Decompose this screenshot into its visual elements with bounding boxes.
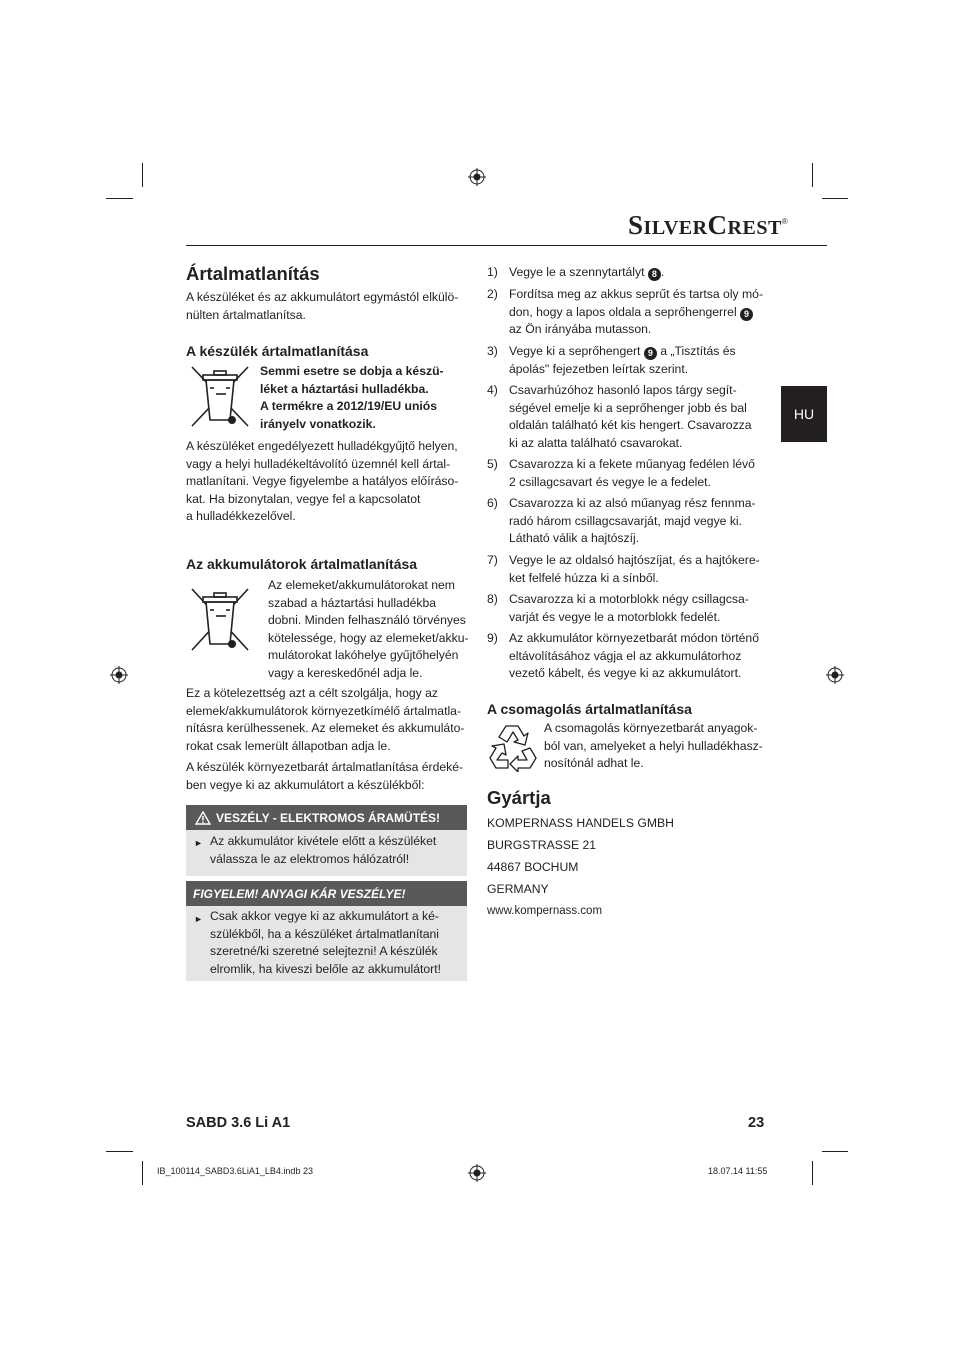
packaging-heading: A csomagolás ártalmatlanítása (487, 701, 692, 717)
device-disposal-text: A készüléket engedélyezett hulladékgyűjtő helyen, vagy a helyi hulladékeltávolító üzemnél kell ártal- matlanítani. Vegye figyelembe a hatályos előíráso- kat. Ha bizonytalan, vegye fel a kapcsolatot a hulladékkezelővel. (186, 439, 459, 523)
registration-mark-icon (468, 168, 486, 186)
crop-mark (822, 198, 848, 199)
section-title: Ártalmatlanítás (186, 263, 320, 284)
crop-mark (142, 1161, 143, 1185)
packaging-text: A csomagolás környezetbarát anyagok- ból van, amelyeket a helyi hulladékhasz- nosítónál adhat le. (544, 721, 763, 770)
device-disposal-heading: A készülék ártalmatlanítása (186, 343, 369, 359)
bullet-arrow-icon: ► (194, 914, 203, 924)
crop-mark (812, 1161, 813, 1185)
language-tab: HU (781, 386, 827, 442)
part-badge: 9 (740, 308, 753, 321)
step-list: 1) Vegye le a szennytartályt 8 . 2) Fordítsa meg az akkus seprűt és tartsa oly mó- don, hogy a lapos oldala a seprőhengerrel 9 az Ön irányába mutasson. 3) Vegye ki a seprőhengert 9 a „Tisztítás és ápolás" fejezetben leírtak szerint. 4) Csavarhúzóhoz hasonló lapos tárgy segít- ségével emelje ki a seprőhenger jobb és bal oldalán található két kis hengert. Csavarozza ki az alatta található csavarokat. 5) Csavarozza ki a fekete műanyag fedélen lévő 2 csillagcsavart és vegye le a fedelet. 6) Csavarozza ki az alsó műanyag rész fennma- radó három csillagcsavarját, majd vegye ki. Látható válik a hajtószíj. 7) Vegye le az oldalsó hajtószíjat, és a hajtókere- ket felfelé húzza ki a sínből. 8) Csavarozza ki a motorblokk négy csillagcsa- varját és vegye le a motorblokk fedelét. 9) Az akkumulátor környezetbarát módon történő eltávolításához vágja el az akkumulátorhoz vezető kábelt, és vegye ki az akkumulátort. (487, 265, 764, 680)
caution-warning-header: FIGYELEM! ANYAGI KÁR VESZÉLYE! (186, 881, 467, 906)
model-name: SABD 3.6 Li A1 (186, 1115, 291, 1131)
recycling-icon (487, 722, 539, 772)
device-warning-text: Semmi esetre se dobja a készü- léket a háztartási hulladékba. A termékre a 2012/19/EU uniós irányelv vonatkozik. (260, 364, 444, 431)
brand-logo: SILVERCREST® (628, 210, 789, 240)
part-badge: 8 (648, 268, 661, 281)
part-badge: 9 (644, 347, 657, 360)
warning-triangle-icon (195, 811, 211, 825)
intro-text: A készüléket és az akkumulátort egymástól elkülö- nülten ártalmatlanítsa. (186, 290, 459, 322)
crop-mark (822, 1151, 848, 1152)
header-rule (186, 245, 827, 246)
crossed-bin-icon (186, 364, 254, 429)
danger-warning-body: ► Az akkumulátor kivétele előtt a készüléket válassza le az elektromos hálózatról! (186, 830, 467, 876)
registration-mark-icon (468, 1164, 486, 1182)
manufacturer-address: KOMPERNASS HANDELS GMBH BURGSTRASSE 21 44867 BOCHUM GERMANY www.kompernass.com (487, 816, 674, 917)
battery-disposal-heading: Az akkumulátorok ártalmatlanítása (186, 556, 418, 572)
file-slug: IB_100114_SABD3.6LiA1_LB4.indb 23 (157, 1166, 313, 1176)
battery-disposal-text: Az elemeket/akkumulátorokat nem szabad a háztartási hulladékba dobni. Minden felhasználó törvényes kötelessége, hogy az elemeket/akku- mulátorokat lakóhelye gyűjtőhelyén vagy a kereskedőnél adja le. (268, 578, 469, 680)
crop-mark (142, 163, 143, 187)
date-slug: 18.07.14 11:55 (708, 1166, 768, 1176)
crossed-bin-icon (186, 586, 254, 654)
crop-mark (106, 1151, 133, 1152)
battery-obligation-text: Ez a kötelezettség azt a célt szolgálja, hogy az elemek/akkumulátorok környezetkímélő ártalmatla- nításra kerülhessenek. Az elemeket és akkumuláto- rokat csak lemerült állapotban adja le. (186, 686, 465, 753)
bullet-arrow-icon: ► (194, 838, 203, 848)
caution-warning-body: ► Csak akkor vegye ki az akkumulátort a ké- szülékből, ha a készüléket ártalmatlanítani szeretné/ki szeretné selejtezni! A készülék elromlik, ha kiveszi belőle az akkumulátort! (186, 906, 467, 981)
crop-mark (812, 163, 813, 187)
crop-mark (106, 198, 133, 199)
battery-removal-text: A készülék környezetbarát ártalmatlanítása érdeké- ben vegye ki az akkumulátort a készülékből: (186, 760, 464, 792)
danger-warning-header: VESZÉLY - ELEKTROMOS ÁRAMÜTÉS! (186, 805, 467, 830)
registration-mark-icon (826, 666, 844, 684)
page-number: 23 (748, 1115, 765, 1131)
manufacturer-heading: Gyártja (487, 787, 551, 808)
registration-mark-icon (110, 666, 128, 684)
